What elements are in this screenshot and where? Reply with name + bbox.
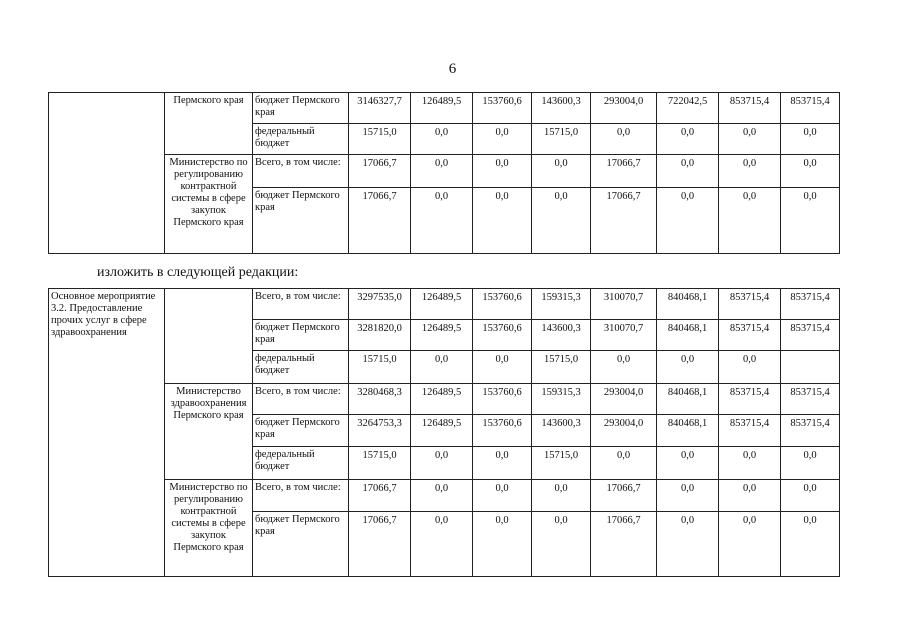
funding-source-cell: федеральный бюджет (253, 447, 349, 480)
amount-cell: 3146327,7 (349, 93, 411, 124)
amount-cell: 17066,7 (349, 480, 411, 512)
budget-table-new-edition (48, 288, 840, 577)
amount-cell: 17066,7 (349, 155, 411, 188)
funding-source-cell: бюджет Пермского края (253, 415, 349, 447)
amount-cell: 0,0 (719, 188, 781, 254)
amount-cell: 0,0 (411, 512, 473, 577)
amount-cell: 0,0 (657, 447, 719, 480)
amount-cell: 0,0 (781, 188, 840, 254)
amount-cell: 0,0 (719, 447, 781, 480)
funding-source-cell: федеральный бюджет (253, 351, 349, 384)
amount-cell: 0,0 (473, 447, 532, 480)
amount-cell: 0,0 (657, 124, 719, 155)
amount-cell: 126489,5 (411, 320, 473, 351)
amount-cell: 0,0 (532, 480, 591, 512)
amount-cell: 143600,3 (532, 93, 591, 124)
amount-cell: 0,0 (473, 124, 532, 155)
amount-cell (781, 351, 840, 384)
table-row (49, 155, 840, 188)
executor-cell: Министерство по регулированию контрактной системы в сфере закупок Пермского края (165, 480, 253, 577)
amount-cell: 853715,4 (719, 93, 781, 124)
amount-cell: 0,0 (473, 155, 532, 188)
amount-cell: 853715,4 (781, 93, 840, 124)
executor-cell: Министерство здравоохранения Пермского края (165, 384, 253, 480)
amount-cell: 853715,4 (781, 289, 840, 320)
amount-cell: 0,0 (719, 351, 781, 384)
amount-cell: 15715,0 (349, 447, 411, 480)
amount-cell: 0,0 (473, 480, 532, 512)
amount-cell: 153760,6 (473, 93, 532, 124)
amount-cell: 310070,7 (591, 320, 657, 351)
table-row (49, 480, 840, 512)
amount-cell: 15715,0 (532, 447, 591, 480)
funding-source-cell: Всего, в том числе: (253, 289, 349, 320)
amount-cell: 15715,0 (349, 124, 411, 155)
executor-cell: Пермского края (165, 93, 253, 155)
amount-cell: 853715,4 (719, 384, 781, 415)
amount-cell: 853715,4 (719, 320, 781, 351)
amount-cell: 153760,6 (473, 289, 532, 320)
amount-cell: 0,0 (781, 124, 840, 155)
budget-table-current (48, 92, 840, 254)
amount-cell: 853715,4 (781, 320, 840, 351)
amount-cell: 722042,5 (657, 93, 719, 124)
amount-cell: 0,0 (657, 512, 719, 577)
amount-cell: 153760,6 (473, 320, 532, 351)
amount-cell: 143600,3 (532, 415, 591, 447)
amount-cell: 0,0 (781, 512, 840, 577)
amount-cell: 143600,3 (532, 320, 591, 351)
amount-cell: 126489,5 (411, 415, 473, 447)
amount-cell: 0,0 (781, 447, 840, 480)
amount-cell: 0,0 (591, 447, 657, 480)
amount-cell: 853715,4 (719, 289, 781, 320)
amount-cell: 310070,7 (591, 289, 657, 320)
amount-cell: 0,0 (719, 155, 781, 188)
amount-cell: 126489,5 (411, 289, 473, 320)
amount-cell: 126489,5 (411, 384, 473, 415)
table-row (49, 289, 840, 320)
amount-cell: 840468,1 (657, 289, 719, 320)
amount-cell: 0,0 (473, 188, 532, 254)
amount-cell: 17066,7 (349, 512, 411, 577)
amount-cell: 0,0 (657, 188, 719, 254)
funding-source-cell: бюджет Пермского края (253, 320, 349, 351)
executor-cell: Министерство по регулированию контрактной системы в сфере закупок Пермского края (165, 155, 253, 254)
amount-cell: 15715,0 (349, 351, 411, 384)
amount-cell: 0,0 (411, 351, 473, 384)
amount-cell: 17066,7 (591, 512, 657, 577)
amount-cell: 853715,4 (719, 415, 781, 447)
amount-cell: 0,0 (411, 155, 473, 188)
amount-cell: 0,0 (657, 480, 719, 512)
amount-cell: 0,0 (591, 124, 657, 155)
amount-cell: 3297535,0 (349, 289, 411, 320)
funding-source-cell: бюджет Пермского края (253, 93, 349, 124)
amount-cell: 0,0 (719, 480, 781, 512)
funding-source-cell: федеральный бюджет (253, 124, 349, 155)
amount-cell: 0,0 (411, 124, 473, 155)
amount-cell: 0,0 (473, 512, 532, 577)
amount-cell: 0,0 (719, 124, 781, 155)
amount-cell: 0,0 (591, 351, 657, 384)
amount-cell: 0,0 (411, 447, 473, 480)
funding-source-cell: Всего, в том числе: (253, 384, 349, 415)
amount-cell: 15715,0 (532, 351, 591, 384)
funding-source-cell: бюджет Пермского края (253, 188, 349, 254)
amount-cell: 853715,4 (781, 415, 840, 447)
amount-cell: 840468,1 (657, 415, 719, 447)
amount-cell: 3264753,3 (349, 415, 411, 447)
funding-source-cell: Всего, в том числе: (253, 155, 349, 188)
amount-cell: 0,0 (411, 188, 473, 254)
amount-cell: 17066,7 (591, 480, 657, 512)
amount-cell: 17066,7 (591, 188, 657, 254)
amount-cell: 159315,3 (532, 384, 591, 415)
amount-cell: 3281820,0 (349, 320, 411, 351)
table-row (49, 93, 840, 124)
amount-cell: 15715,0 (532, 124, 591, 155)
funding-source-cell: Всего, в том числе: (253, 480, 349, 512)
amount-cell: 0,0 (781, 480, 840, 512)
amount-cell: 0,0 (473, 351, 532, 384)
amount-cell: 293004,0 (591, 384, 657, 415)
amount-cell: 159315,3 (532, 289, 591, 320)
amount-cell: 853715,4 (781, 384, 840, 415)
funding-source-cell: бюджет Пермского края (253, 512, 349, 577)
amount-cell: 0,0 (781, 155, 840, 188)
activity-cell: Основное мероприятие 3.2. Предоставление прочих услуг в сфере здравоохранения (49, 289, 165, 577)
page-number: 6 (448, 61, 457, 77)
amount-cell: 840468,1 (657, 320, 719, 351)
amount-cell: 153760,6 (473, 415, 532, 447)
executor-cell (165, 289, 253, 384)
table-row (49, 384, 840, 415)
amount-cell: 293004,0 (591, 415, 657, 447)
amount-cell: 293004,0 (591, 93, 657, 124)
amount-cell: 126489,5 (411, 93, 473, 124)
amount-cell: 17066,7 (591, 155, 657, 188)
amount-cell: 840468,1 (657, 384, 719, 415)
amount-cell: 3280468,3 (349, 384, 411, 415)
amount-cell: 0,0 (532, 512, 591, 577)
amount-cell: 17066,7 (349, 188, 411, 254)
amount-cell: 0,0 (719, 512, 781, 577)
activity-cell (49, 93, 165, 254)
amount-cell: 0,0 (657, 155, 719, 188)
amount-cell: 0,0 (532, 188, 591, 254)
amendment-instruction: изложить в следующей редакции: (97, 265, 299, 280)
amount-cell: 0,0 (411, 480, 473, 512)
amount-cell: 0,0 (532, 155, 591, 188)
amount-cell: 153760,6 (473, 384, 532, 415)
amount-cell: 0,0 (657, 351, 719, 384)
